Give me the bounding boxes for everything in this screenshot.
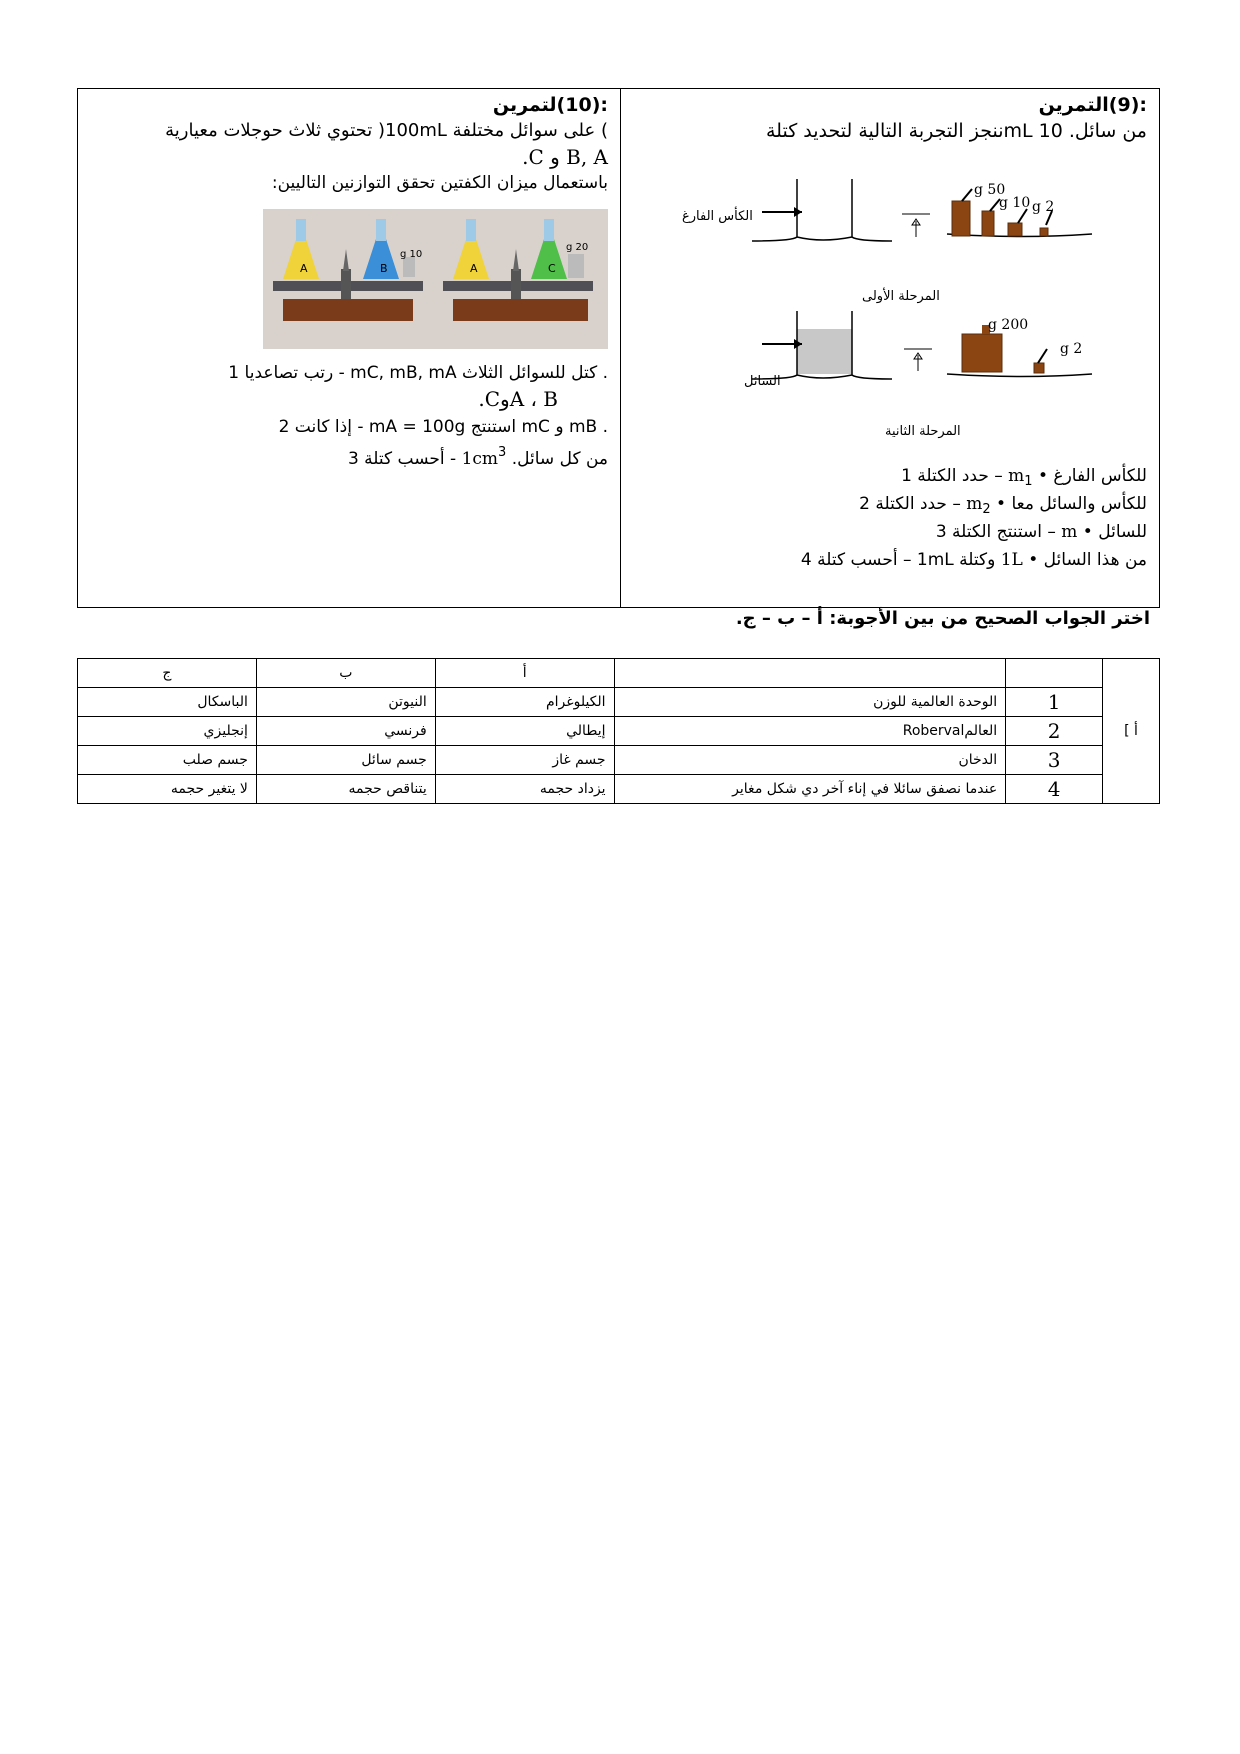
option-a: الكيلوغرام bbox=[435, 688, 614, 717]
option-c: جسم صلب bbox=[78, 746, 257, 775]
exercise-10-title: :(10)لتمرين bbox=[492, 94, 608, 116]
row-number: 1 bbox=[1006, 688, 1103, 717]
scale-pan-2 bbox=[947, 374, 1092, 377]
stage-1-label: المرحلة الأولى bbox=[862, 289, 940, 304]
option-c: لا يتغير حجمه bbox=[78, 775, 257, 804]
exercise-10-question-1: . كتل للسوائل الثلاث mC, mB, mA - رتب تصاعديا 1 bbox=[228, 363, 608, 383]
exercise-9-question-3: للسائل • m – استنتج الكتلة 3 bbox=[935, 522, 1147, 542]
weight-10g bbox=[982, 211, 994, 236]
photo-label-b: B bbox=[380, 262, 388, 275]
exercise-9-question-4: من هذا السائل • 1L وكتلة 1mL – أحسب كتلة 4 bbox=[800, 550, 1147, 570]
weight-200g bbox=[962, 334, 1002, 372]
option-b: فرنسي bbox=[256, 717, 435, 746]
exercise-10-question-2: . mB و mC استنتج mA = 100g - إذا كانت 2 bbox=[278, 417, 608, 437]
weight-label-200g: 200 g bbox=[988, 317, 1029, 333]
mcq-table bbox=[77, 658, 1160, 804]
exercise-9 bbox=[622, 89, 1157, 607]
weight-50g bbox=[952, 201, 970, 236]
exercise-10 bbox=[78, 89, 618, 607]
option-b: النيوتن bbox=[256, 688, 435, 717]
header-question bbox=[614, 659, 1006, 688]
weight-10g-photo bbox=[403, 257, 415, 277]
weight-2g-c bbox=[1034, 363, 1044, 373]
photo-label-c: C bbox=[548, 262, 556, 275]
empty-cup-label: الكأس الفارغ bbox=[682, 209, 753, 224]
header-option-b: ب bbox=[256, 659, 435, 688]
mcq-instruction: اختر الجواب الصحيح من بين الأجوبة: أ – ب – ج. bbox=[735, 608, 1150, 629]
weight-label-10g: 10 g bbox=[999, 195, 1031, 211]
column-divider bbox=[620, 89, 621, 607]
table-row bbox=[78, 746, 1160, 775]
liquid-label: السائل bbox=[744, 374, 781, 389]
option-a: يزداد حجمه bbox=[435, 775, 614, 804]
weight-label-50g: 50 g bbox=[974, 182, 1006, 198]
balance-photo bbox=[263, 209, 608, 349]
exercise-9-intro: من سائل. 10 mLننجز التجربة التالية لتحديد كتلة bbox=[765, 120, 1147, 142]
table-row bbox=[78, 659, 1160, 688]
exercise-10-question-1-cont: A ، BوC. bbox=[478, 387, 558, 411]
weight-20g-photo bbox=[568, 254, 584, 278]
table-row bbox=[78, 717, 1160, 746]
exercise-10-question-3: من كل سائل. $1cm^3$ - أحسب كتلة 3 bbox=[347, 445, 608, 469]
option-b: جسم سائل bbox=[256, 746, 435, 775]
weight-label-2g: 2 g bbox=[1032, 199, 1055, 215]
exercise-10-line-2: B, A و C. bbox=[522, 145, 608, 169]
exercise-10-line-3: باستعمال ميزان الكفتين تحقق التوازنين التاليين: bbox=[271, 173, 608, 193]
option-b: يتناقص حجمه bbox=[256, 775, 435, 804]
weight-2g-b bbox=[1040, 228, 1048, 236]
row-question: الدخان bbox=[614, 746, 1006, 775]
row-question: العالمRoberval bbox=[614, 717, 1006, 746]
row-question: الوحدة العالمية للوزن bbox=[614, 688, 1006, 717]
liquid bbox=[797, 329, 852, 374]
header-option-a: أ bbox=[435, 659, 614, 688]
option-c: إنجليزي bbox=[78, 717, 257, 746]
exercise-9-title: :(9)التمرين bbox=[1038, 94, 1147, 116]
stage-2-label: المرحلة الثانية bbox=[885, 424, 961, 439]
table-row bbox=[78, 775, 1160, 804]
empty-cup bbox=[752, 179, 892, 241]
exercise-9-question-1: للكأس الفارغ • $m_1$ – حدد الكتلة 1 bbox=[901, 466, 1147, 489]
weight-label-2g-stage2: 2 g bbox=[1060, 341, 1083, 357]
exercises-table bbox=[77, 88, 1160, 608]
option-a: جسم غاز bbox=[435, 746, 614, 775]
header-option-c: ج bbox=[78, 659, 257, 688]
weight-2g-a bbox=[1008, 223, 1022, 236]
photo-weight-10g: 10 g bbox=[400, 249, 423, 260]
balance-base-1 bbox=[283, 299, 413, 321]
mcq-side-label: أ ] bbox=[1103, 659, 1160, 804]
photo-weight-20g: 20 g bbox=[566, 242, 589, 253]
header-num bbox=[1006, 659, 1103, 688]
row-number: 3 bbox=[1006, 746, 1103, 775]
row-number: 2 bbox=[1006, 717, 1103, 746]
exercise-9-question-2: للكأس والسائل معا • $m_2$ – حدد الكتلة 2 bbox=[859, 494, 1147, 517]
row-number: 4 bbox=[1006, 775, 1103, 804]
option-a: إيطالي bbox=[435, 717, 614, 746]
arrow-head-icon bbox=[794, 207, 802, 217]
photo-label-a-1: A bbox=[300, 262, 308, 275]
photo-label-a-2: A bbox=[470, 262, 478, 275]
option-c: الباسكال bbox=[78, 688, 257, 717]
exercise-10-line-1: ) على سوائل مختلفة 100mL( تحتوي ثلاث حوجلات معيارية bbox=[165, 120, 608, 141]
row-question: عندما نصفق سائلا في إناء آخر دي شكل مغاير bbox=[614, 775, 1006, 804]
table-row bbox=[78, 688, 1160, 717]
balance-base-2 bbox=[453, 299, 588, 321]
